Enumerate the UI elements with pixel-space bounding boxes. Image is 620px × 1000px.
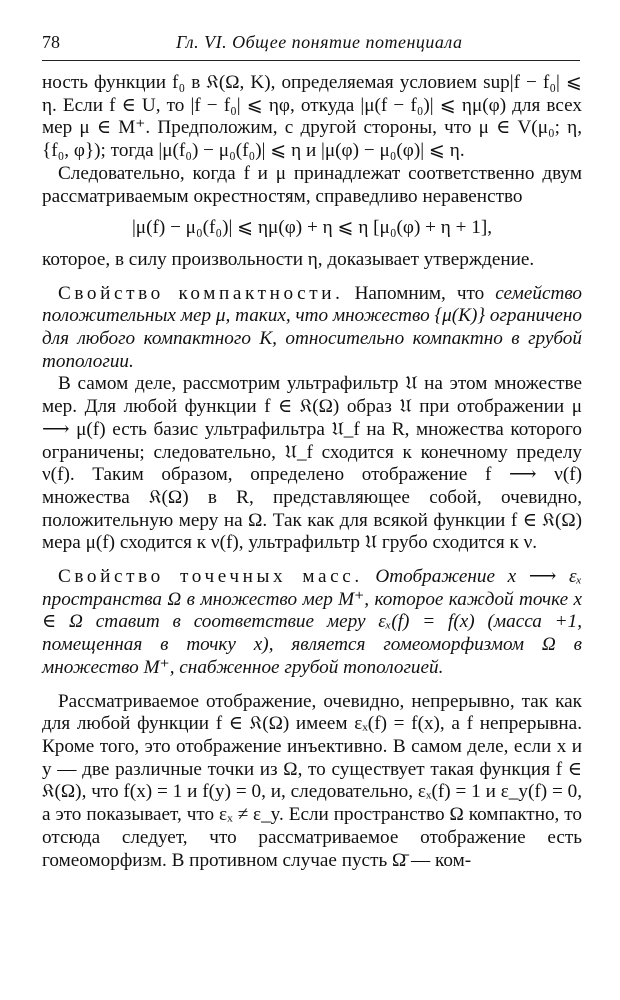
page-body	[42, 72, 582, 872]
compactness-lead: Напомним, что	[343, 282, 496, 304]
point-mass-statement: Отображение x ⟶ εₓ пространства Ω в множество мер M⁺, которое каждой точке x ∈ Ω ставит в соответствие меру εₓ(f) = f(x) (масса +1, помещенная в точку x), является гомеоморфизмом Ω в множество M⁺, снабженное грубой топологией.	[42, 566, 582, 678]
point-mass-proof: Рассматриваемое отображение, очевидно, непрерывно, так как для любой функции f ∈ 𝔎(Ω) имеем εₓ(f) = f(x), а f непрерывна. Кроме того, это отображение инъективно. В самом деле, если x и y — две различные точки из Ω, то существует такая функция f ∈ 𝔎(Ω), что f(x) = 1 и f(y) = 0, и, следовательно, εₓ(f) = 1 и ε_y(f) = 0, а это показывает, что εₓ ≠ ε_y. Если пространство Ω компактно, то отсюда следует, что рассматриваемое отображение есть гомеоморфизм. В противном случае пусть Ω̄ — ком-	[42, 690, 582, 871]
paragraph-conclusion: которое, в силу произвольности η, доказывает утверждение.	[42, 248, 535, 270]
paragraph-continuation: ность функции f₀ в 𝔎(Ω, K), определяемая условием sup|f − f₀| ⩽ η. Если f ∈ U, то |f − f₀| ⩽ ηφ, откуда |μ(f − f₀)| ⩽ ημ(φ) для всех мер μ ∈ M⁺. Предположим, с другой стороны, что μ ∈ V(μ₀; η, {f₀, φ}); тогда |μ(f₀) − μ₀(f₀)| ⩽ η и |μ(φ) − μ₀(φ)| ⩽ η.	[42, 72, 582, 162]
paragraph-consequence: Следовательно, когда f и μ принадлежат соответственно двум рассматриваемым окрестностям, справедливо неравенство	[42, 162, 582, 207]
display-formula: |μ(f) − μ₀(f₀)| ⩽ ημ(φ) + η ⩽ η [μ₀(φ) + η + 1],	[131, 217, 493, 239]
compactness-property	[42, 283, 582, 374]
point-mass-heading: Свойство точечных масс.	[58, 566, 363, 588]
compactness-heading: Свойство компактности.	[58, 282, 344, 304]
running-header	[42, 28, 580, 61]
page-number: 78	[42, 32, 60, 52]
point-mass-property	[42, 566, 582, 680]
running-title: Гл. VI. Общее понятие потенциала	[176, 32, 463, 52]
compactness-statement: семейство положительных мер μ, таких, что множество {μ(K)} ограничено для любого компактного K, относительно компактно в грубой топологии.	[42, 282, 582, 372]
compactness-proof: В самом деле, рассмотрим ультрафильтр 𝔘 на этом множестве мер. Для любой функции f ∈ 𝔎(Ω) образ 𝔘 при отображении μ ⟶ μ(f) есть базис ультрафильтра 𝔘_f на R, множества которого ограничены; следовательно, 𝔘_f сходится к конечному пределу ν(f). Таким образом, определено отображение f ⟶ ν(f) множества 𝔎(Ω) в R, представляющее собой, очевидно, положительную меру на Ω. Так как для всякой функции f ∈ 𝔎(Ω) мера μ(f) сходится к ν(f), ультрафильтр 𝔘 грубо сходится к ν.	[42, 373, 582, 554]
